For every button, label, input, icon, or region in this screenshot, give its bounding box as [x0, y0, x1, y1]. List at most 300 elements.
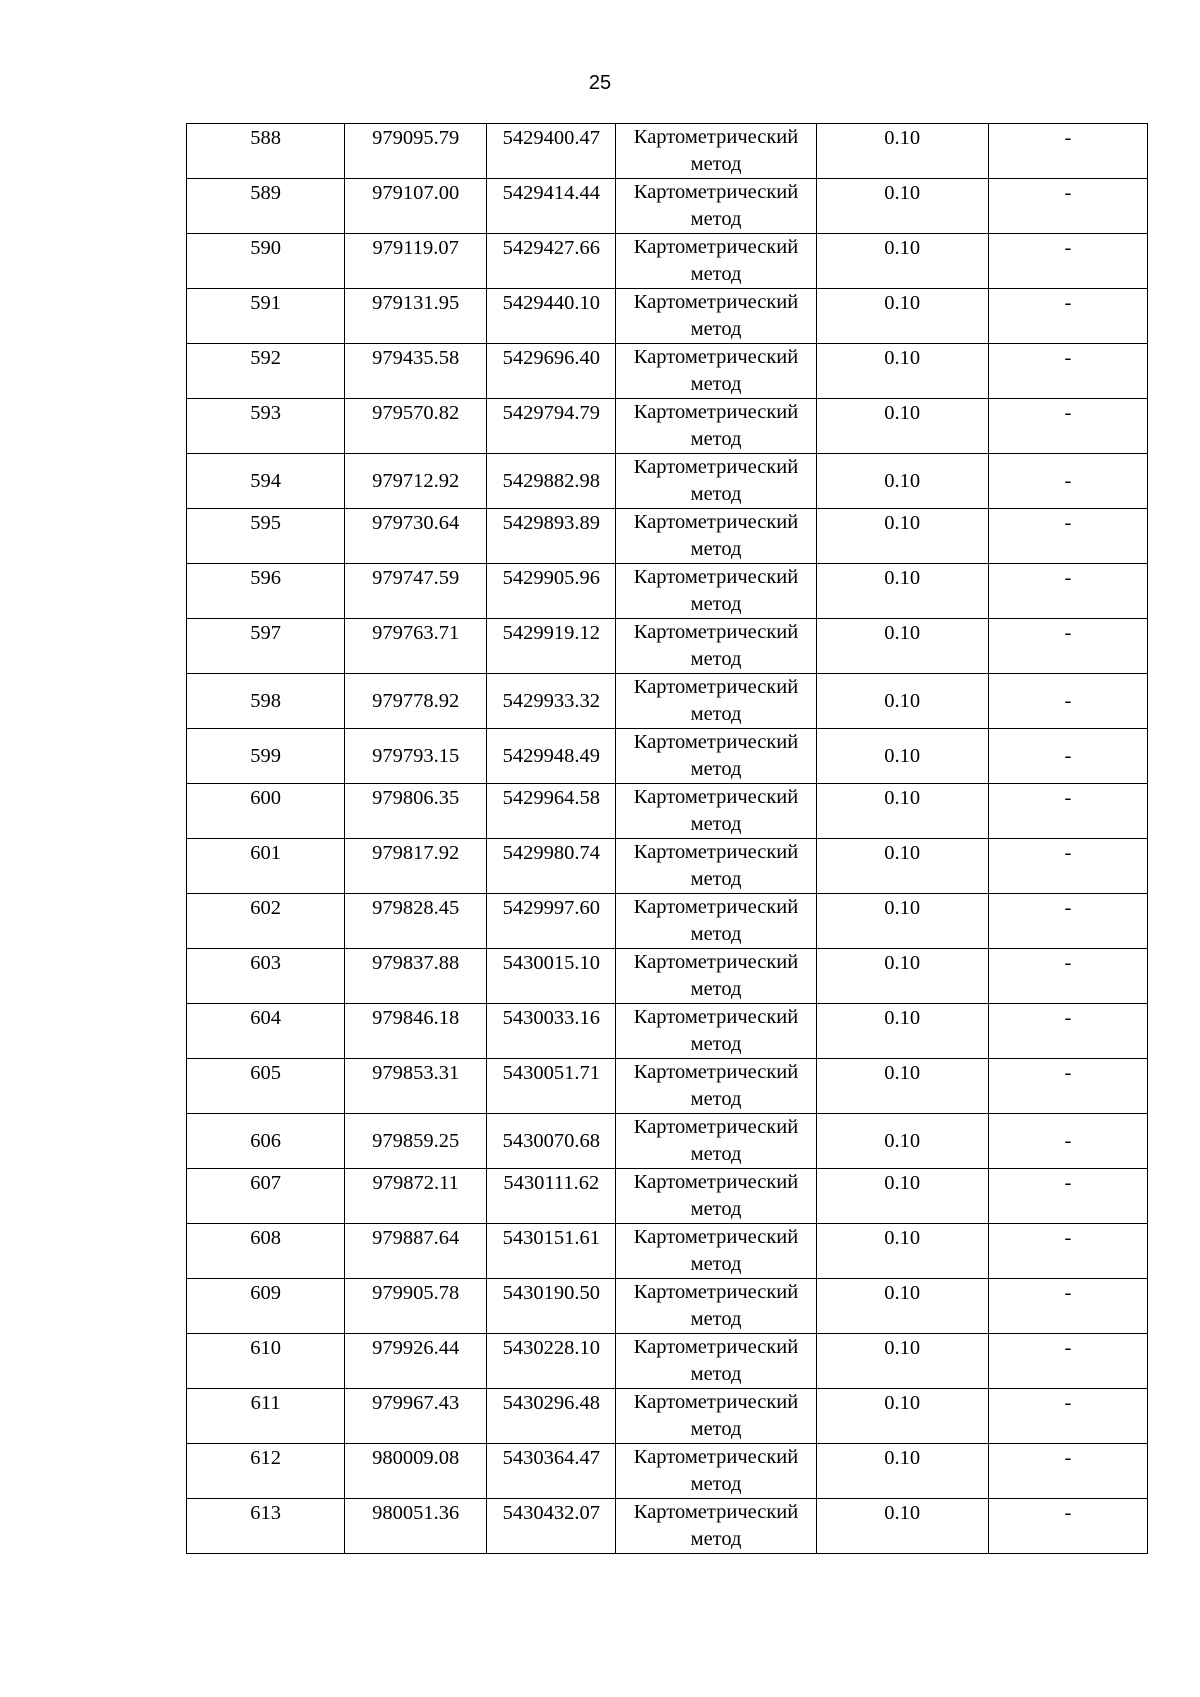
description-cell-text: - — [1064, 292, 1072, 314]
y-coordinate-cell — [487, 1499, 616, 1554]
table-row — [187, 949, 1148, 1004]
accuracy-cell-text: 0.10 — [884, 1007, 921, 1029]
method-line-1: Картометрический — [633, 786, 799, 808]
description-cell — [988, 894, 1147, 949]
y-coordinate-cell — [487, 1444, 616, 1499]
method-line-2: метод — [690, 483, 742, 505]
table-row — [187, 344, 1148, 399]
y-coordinate-cell — [487, 1279, 616, 1334]
method-cell — [616, 124, 816, 179]
method-line-2: метод — [690, 868, 742, 890]
accuracy-cell-text: 0.10 — [884, 402, 921, 424]
method-line-2: метод — [690, 1253, 742, 1275]
x-coordinate-cell — [345, 1279, 487, 1334]
method-line-2: метод — [690, 1473, 742, 1495]
method-cell — [616, 1499, 816, 1554]
x-coordinate-cell-text: 979570.82 — [372, 402, 460, 424]
method-line-1: Картометрический — [633, 181, 799, 203]
x-coordinate-cell — [345, 234, 487, 289]
accuracy-cell — [816, 674, 988, 729]
table-row — [187, 1389, 1148, 1444]
description-cell — [988, 1499, 1147, 1554]
method-cell — [616, 619, 816, 674]
accuracy-cell — [816, 234, 988, 289]
x-coordinate-cell — [345, 1059, 487, 1114]
description-cell — [988, 784, 1147, 839]
point-number-cell-text: 599 — [250, 745, 281, 767]
point-number-cell — [187, 179, 345, 234]
description-cell — [988, 1004, 1147, 1059]
x-coordinate-cell — [345, 179, 487, 234]
point-number-cell-text: 589 — [250, 182, 281, 204]
accuracy-cell-text: 0.10 — [884, 567, 921, 589]
y-coordinate-cell-text: 5430432.07 — [502, 1502, 601, 1524]
accuracy-cell-text: 0.10 — [884, 690, 921, 712]
accuracy-cell — [816, 729, 988, 784]
description-cell — [988, 1059, 1147, 1114]
accuracy-cell — [816, 1114, 988, 1169]
description-cell-text: - — [1064, 1007, 1072, 1029]
table-row — [187, 289, 1148, 344]
x-coordinate-cell — [345, 1169, 487, 1224]
accuracy-cell-text: 0.10 — [884, 745, 921, 767]
y-coordinate-cell — [487, 949, 616, 1004]
point-number-cell-text: 598 — [250, 690, 281, 712]
method-line-1: Картометрический — [633, 566, 799, 588]
y-coordinate-cell — [487, 784, 616, 839]
point-number-cell-text: 610 — [250, 1337, 281, 1359]
method-line-1: Картометрический — [633, 346, 799, 368]
table-row — [187, 674, 1148, 729]
description-cell-text: - — [1064, 1337, 1072, 1359]
description-cell-text: - — [1064, 1172, 1072, 1194]
table-row — [187, 399, 1148, 454]
x-coordinate-cell-text: 979967.43 — [372, 1392, 460, 1414]
method-line-2: метод — [690, 263, 742, 285]
method-line-2: метод — [690, 923, 742, 945]
method-cell — [616, 454, 816, 509]
y-coordinate-cell — [487, 179, 616, 234]
point-number-cell — [187, 1279, 345, 1334]
point-number-cell — [187, 454, 345, 509]
method-line-2: метод — [690, 758, 742, 780]
table-row — [187, 1224, 1148, 1279]
accuracy-cell-text: 0.10 — [884, 842, 921, 864]
method-line-1: Картометрический — [633, 1171, 799, 1193]
y-coordinate-cell-text: 5429440.10 — [502, 292, 601, 314]
point-number-cell-text: 595 — [250, 512, 281, 534]
description-cell-text: - — [1064, 1447, 1072, 1469]
description-cell — [988, 839, 1147, 894]
accuracy-cell — [816, 454, 988, 509]
description-cell-text: - — [1064, 745, 1072, 767]
y-coordinate-cell-text: 5429980.74 — [502, 842, 601, 864]
x-coordinate-cell-text: 979859.25 — [372, 1130, 460, 1152]
y-coordinate-cell — [487, 1389, 616, 1444]
x-coordinate-cell-text: 979853.31 — [372, 1062, 460, 1084]
y-coordinate-cell — [487, 509, 616, 564]
accuracy-cell — [816, 839, 988, 894]
x-coordinate-cell — [345, 674, 487, 729]
method-line-1: Картометрический — [633, 621, 799, 643]
point-number-cell — [187, 1389, 345, 1444]
x-coordinate-cell-text: 979747.59 — [372, 567, 460, 589]
method-line-1: Картометрический — [633, 401, 799, 423]
accuracy-cell-text: 0.10 — [884, 622, 921, 644]
point-number-cell-text: 600 — [250, 787, 281, 809]
x-coordinate-cell — [345, 1334, 487, 1389]
method-line-2: метод — [690, 1088, 742, 1110]
x-coordinate-cell-text: 979828.45 — [372, 897, 460, 919]
x-coordinate-cell-text: 979837.88 — [372, 952, 460, 974]
y-coordinate-cell-text: 5430151.61 — [502, 1227, 601, 1249]
page-number: 25 — [588, 72, 612, 94]
description-cell-text: - — [1064, 1130, 1072, 1152]
accuracy-cell — [816, 1059, 988, 1114]
y-coordinate-cell-text: 5430228.10 — [502, 1337, 601, 1359]
point-number-cell-text: 591 — [250, 292, 281, 314]
method-cell — [616, 1334, 816, 1389]
point-number-cell — [187, 1444, 345, 1499]
method-cell — [616, 564, 816, 619]
x-coordinate-cell — [345, 564, 487, 619]
description-cell-text: - — [1064, 842, 1072, 864]
accuracy-cell — [816, 1279, 988, 1334]
y-coordinate-cell — [487, 289, 616, 344]
accuracy-cell — [816, 784, 988, 839]
point-number-cell — [187, 1499, 345, 1554]
x-coordinate-cell-text: 979817.92 — [372, 842, 460, 864]
point-number-cell — [187, 949, 345, 1004]
method-line-2: метод — [690, 1418, 742, 1440]
method-cell — [616, 1224, 816, 1279]
table-row — [187, 179, 1148, 234]
method-cell — [616, 509, 816, 564]
point-number-cell — [187, 674, 345, 729]
y-coordinate-cell-text: 5430051.71 — [502, 1062, 601, 1084]
method-line-2: метод — [690, 593, 742, 615]
table-row — [187, 784, 1148, 839]
method-cell — [616, 1279, 816, 1334]
description-cell — [988, 234, 1147, 289]
x-coordinate-cell-text: 979872.11 — [372, 1172, 459, 1194]
table-row — [187, 509, 1148, 564]
y-coordinate-cell-text: 5430033.16 — [502, 1007, 601, 1029]
method-line-2: метод — [690, 648, 742, 670]
point-number-cell-text: 590 — [250, 237, 281, 259]
y-coordinate-cell — [487, 234, 616, 289]
method-cell — [616, 234, 816, 289]
table-row — [187, 619, 1148, 674]
x-coordinate-cell — [345, 1004, 487, 1059]
accuracy-cell-text: 0.10 — [884, 1392, 921, 1414]
x-coordinate-cell — [345, 1499, 487, 1554]
accuracy-cell-text: 0.10 — [884, 182, 921, 204]
y-coordinate-cell-text: 5429933.32 — [502, 690, 601, 712]
x-coordinate-cell-text: 979887.64 — [372, 1227, 460, 1249]
accuracy-cell-text: 0.10 — [884, 512, 921, 534]
table-row — [187, 1004, 1148, 1059]
point-number-cell-text: 609 — [250, 1282, 281, 1304]
y-coordinate-cell — [487, 1169, 616, 1224]
description-cell — [988, 454, 1147, 509]
x-coordinate-cell-text: 979730.64 — [372, 512, 460, 534]
point-number-cell-text: 602 — [250, 897, 281, 919]
point-number-cell-text: 593 — [250, 402, 281, 424]
accuracy-cell — [816, 509, 988, 564]
accuracy-cell-text: 0.10 — [884, 470, 921, 492]
table-row — [187, 124, 1148, 179]
point-number-cell — [187, 234, 345, 289]
method-cell — [616, 399, 816, 454]
description-cell-text: - — [1064, 690, 1072, 712]
point-number-cell — [187, 399, 345, 454]
y-coordinate-cell-text: 5430070.68 — [502, 1130, 601, 1152]
description-cell — [988, 1279, 1147, 1334]
y-coordinate-cell-text: 5430296.48 — [502, 1392, 601, 1414]
accuracy-cell — [816, 1334, 988, 1389]
coordinates-table — [186, 123, 1148, 1554]
method-line-1: Картометрический — [633, 841, 799, 863]
point-number-cell — [187, 564, 345, 619]
x-coordinate-cell-text: 979107.00 — [372, 182, 460, 204]
y-coordinate-cell-text: 5429696.40 — [502, 347, 601, 369]
accuracy-cell — [816, 894, 988, 949]
method-line-1: Картометрический — [633, 1446, 799, 1468]
x-coordinate-cell — [345, 1114, 487, 1169]
y-coordinate-cell — [487, 1059, 616, 1114]
x-coordinate-cell — [345, 619, 487, 674]
x-coordinate-cell-text: 979435.58 — [372, 347, 460, 369]
accuracy-cell-text: 0.10 — [884, 292, 921, 314]
description-cell — [988, 619, 1147, 674]
method-line-1: Картометрический — [633, 1006, 799, 1028]
description-cell-text: - — [1064, 1227, 1072, 1249]
point-number-cell — [187, 1224, 345, 1279]
y-coordinate-cell-text: 5429964.58 — [502, 787, 601, 809]
description-cell — [988, 1114, 1147, 1169]
x-coordinate-cell — [345, 1389, 487, 1444]
description-cell — [988, 509, 1147, 564]
x-coordinate-cell-text: 979905.78 — [372, 1282, 460, 1304]
accuracy-cell-text: 0.10 — [884, 1130, 921, 1152]
point-number-cell — [187, 729, 345, 784]
y-coordinate-cell-text: 5429905.96 — [502, 567, 601, 589]
description-cell — [988, 564, 1147, 619]
description-cell-text: - — [1064, 787, 1072, 809]
method-line-1: Картометрический — [633, 1501, 799, 1523]
table-row — [187, 564, 1148, 619]
y-coordinate-cell — [487, 399, 616, 454]
method-line-1: Картометрический — [633, 456, 799, 478]
accuracy-cell-text: 0.10 — [884, 347, 921, 369]
table-row — [187, 454, 1148, 509]
point-number-cell-text: 613 — [250, 1502, 281, 1524]
y-coordinate-cell-text: 5430015.10 — [502, 952, 601, 974]
description-cell — [988, 344, 1147, 399]
description-cell — [988, 1444, 1147, 1499]
method-line-2: метод — [690, 1033, 742, 1055]
description-cell — [988, 1169, 1147, 1224]
method-cell — [616, 179, 816, 234]
method-line-2: метод — [690, 538, 742, 560]
y-coordinate-cell — [487, 674, 616, 729]
y-coordinate-cell-text: 5430111.62 — [503, 1172, 600, 1194]
point-number-cell — [187, 619, 345, 674]
accuracy-cell — [816, 1004, 988, 1059]
method-cell — [616, 784, 816, 839]
method-line-1: Картометрический — [633, 1391, 799, 1413]
point-number-cell-text: 601 — [250, 842, 281, 864]
method-line-1: Картометрический — [633, 126, 799, 148]
method-line-1: Картометрический — [633, 511, 799, 533]
x-coordinate-cell — [345, 124, 487, 179]
method-cell — [616, 1169, 816, 1224]
accuracy-cell-text: 0.10 — [884, 787, 921, 809]
method-line-2: метод — [690, 1198, 742, 1220]
method-cell — [616, 729, 816, 784]
description-cell — [988, 179, 1147, 234]
description-cell-text: - — [1064, 1502, 1072, 1524]
description-cell-text: - — [1064, 1392, 1072, 1414]
point-number-cell-text: 594 — [250, 470, 281, 492]
method-line-2: метод — [690, 153, 742, 175]
method-line-1: Картометрический — [633, 896, 799, 918]
x-coordinate-cell — [345, 839, 487, 894]
table-row — [187, 1169, 1148, 1224]
description-cell — [988, 124, 1147, 179]
method-cell — [616, 1004, 816, 1059]
method-line-2: метод — [690, 318, 742, 340]
description-cell — [988, 949, 1147, 1004]
x-coordinate-cell-text: 980051.36 — [372, 1502, 460, 1524]
y-coordinate-cell-text: 5430190.50 — [502, 1282, 601, 1304]
table-row — [187, 894, 1148, 949]
point-number-cell — [187, 1059, 345, 1114]
method-line-2: метод — [690, 1143, 742, 1165]
x-coordinate-cell — [345, 949, 487, 1004]
y-coordinate-cell-text: 5430364.47 — [502, 1447, 601, 1469]
method-line-2: метод — [690, 373, 742, 395]
point-number-cell — [187, 289, 345, 344]
x-coordinate-cell — [345, 454, 487, 509]
accuracy-cell-text: 0.10 — [884, 952, 921, 974]
y-coordinate-cell — [487, 564, 616, 619]
accuracy-cell-text: 0.10 — [884, 1502, 921, 1524]
y-coordinate-cell — [487, 454, 616, 509]
y-coordinate-cell-text: 5429893.89 — [502, 512, 601, 534]
accuracy-cell — [816, 1499, 988, 1554]
y-coordinate-cell-text: 5429427.66 — [502, 237, 601, 259]
table-row — [187, 1499, 1148, 1554]
accuracy-cell — [816, 179, 988, 234]
y-coordinate-cell — [487, 1004, 616, 1059]
method-line-2: метод — [690, 1308, 742, 1330]
method-cell — [616, 344, 816, 399]
x-coordinate-cell-text: 979119.07 — [372, 237, 459, 259]
accuracy-cell — [816, 399, 988, 454]
point-number-cell — [187, 124, 345, 179]
x-coordinate-cell — [345, 894, 487, 949]
accuracy-cell — [816, 1444, 988, 1499]
point-number-cell — [187, 509, 345, 564]
accuracy-cell — [816, 124, 988, 179]
point-number-cell — [187, 894, 345, 949]
method-line-2: метод — [690, 703, 742, 725]
x-coordinate-cell-text: 979793.15 — [372, 745, 460, 767]
x-coordinate-cell — [345, 729, 487, 784]
method-line-1: Картометрический — [633, 1226, 799, 1248]
description-cell — [988, 289, 1147, 344]
x-coordinate-cell — [345, 344, 487, 399]
method-line-2: метод — [690, 1528, 742, 1550]
x-coordinate-cell-text: 980009.08 — [372, 1447, 460, 1469]
method-cell — [616, 839, 816, 894]
method-line-1: Картометрический — [633, 1336, 799, 1358]
accuracy-cell-text: 0.10 — [884, 1447, 921, 1469]
point-number-cell — [187, 1334, 345, 1389]
method-cell — [616, 894, 816, 949]
point-number-cell-text: 592 — [250, 347, 281, 369]
description-cell — [988, 729, 1147, 784]
table-row — [187, 1334, 1148, 1389]
point-number-cell — [187, 344, 345, 399]
description-cell-text: - — [1064, 1062, 1072, 1084]
x-coordinate-cell — [345, 399, 487, 454]
y-coordinate-cell — [487, 124, 616, 179]
method-cell — [616, 1059, 816, 1114]
point-number-cell-text: 604 — [250, 1007, 281, 1029]
point-number-cell-text: 612 — [250, 1447, 281, 1469]
method-cell — [616, 289, 816, 344]
method-line-1: Картометрический — [633, 951, 799, 973]
y-coordinate-cell-text: 5429948.49 — [502, 745, 601, 767]
method-cell — [616, 1114, 816, 1169]
x-coordinate-cell — [345, 289, 487, 344]
method-line-1: Картометрический — [633, 1281, 799, 1303]
description-cell-text: - — [1064, 1282, 1072, 1304]
method-cell — [616, 949, 816, 1004]
accuracy-cell — [816, 1389, 988, 1444]
description-cell — [988, 1389, 1147, 1444]
description-cell — [988, 399, 1147, 454]
x-coordinate-cell-text: 979131.95 — [372, 292, 460, 314]
x-coordinate-cell-text: 979712.92 — [372, 470, 460, 492]
method-line-2: метод — [690, 428, 742, 450]
x-coordinate-cell — [345, 509, 487, 564]
method-line-2: метод — [690, 1363, 742, 1385]
description-cell — [988, 674, 1147, 729]
x-coordinate-cell — [345, 1444, 487, 1499]
y-coordinate-cell — [487, 1224, 616, 1279]
table-row — [187, 729, 1148, 784]
method-cell — [616, 1444, 816, 1499]
description-cell-text: - — [1064, 897, 1072, 919]
description-cell-text: - — [1064, 127, 1072, 149]
table-row — [187, 1114, 1148, 1169]
method-line-1: Картометрический — [633, 291, 799, 313]
x-coordinate-cell-text: 979095.79 — [372, 127, 460, 149]
method-line-2: метод — [690, 813, 742, 835]
description-cell-text: - — [1064, 622, 1072, 644]
accuracy-cell — [816, 1169, 988, 1224]
y-coordinate-cell-text: 5429400.47 — [502, 127, 601, 149]
x-coordinate-cell-text: 979806.35 — [372, 787, 460, 809]
point-number-cell-text: 588 — [250, 127, 281, 149]
table-row — [187, 839, 1148, 894]
x-coordinate-cell — [345, 784, 487, 839]
accuracy-cell-text: 0.10 — [884, 1282, 921, 1304]
